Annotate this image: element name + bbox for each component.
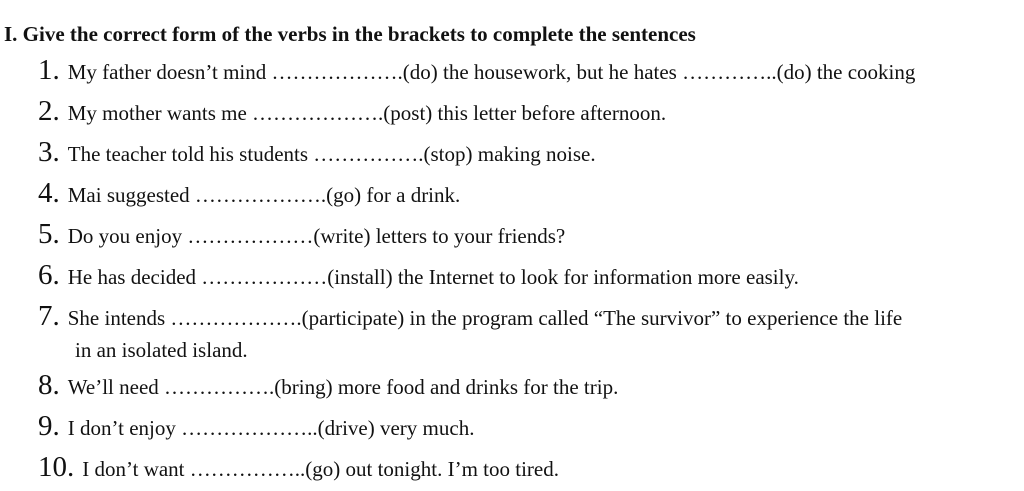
item-number: 3. xyxy=(38,136,60,168)
exercise-item-2 xyxy=(38,95,666,128)
exercise-item-8 xyxy=(38,369,618,402)
item-sentence: We’ll need …………….(bring) more food and drinks for the trip. xyxy=(67,375,619,399)
item-sentence: He has decided ………………(install) the Internet to look for information more easily. xyxy=(67,265,799,289)
item-sentence: I don’t want ……………..(go) out tonight. I’m too tired. xyxy=(82,457,559,481)
item-number: 2. xyxy=(38,95,60,127)
item-7-continuation: in an isolated island. xyxy=(75,338,248,362)
exercise-item-5 xyxy=(38,218,565,251)
exercise-item-7 xyxy=(38,300,902,333)
exercise-item-1 xyxy=(38,54,915,87)
item-number: 10. xyxy=(38,451,75,483)
item-sentence: My father doesn’t mind ……………….(do) the housework, but he hates …………..(do) the cooking xyxy=(67,60,916,84)
exercise-item-10 xyxy=(38,451,559,484)
exercise-item-3 xyxy=(38,136,596,169)
item-number: 5. xyxy=(38,218,60,250)
item-number: 8. xyxy=(38,369,60,401)
item-sentence: The teacher told his students …………….(stop) making noise. xyxy=(67,142,596,166)
exercise-item-4 xyxy=(38,177,460,210)
exercise-item-6 xyxy=(38,259,799,292)
exercise-heading: I. Give the correct form of the verbs in the brackets to complete the sentences xyxy=(4,22,696,46)
item-number: 1. xyxy=(38,54,60,86)
item-number: 9. xyxy=(38,410,60,442)
item-sentence: I don’t enjoy ………………..(drive) very much. xyxy=(67,416,475,440)
item-number: 6. xyxy=(38,259,60,291)
item-number: 4. xyxy=(38,177,60,209)
item-sentence: Do you enjoy ………………(write) letters to your friends? xyxy=(67,224,566,248)
item-sentence: My mother wants me ……………….(post) this letter before afternoon. xyxy=(67,101,667,125)
item-sentence: She intends ……………….(participate) in the program called “The survivor” to experience the life xyxy=(67,306,903,330)
item-sentence: Mai suggested ……………….(go) for a drink. xyxy=(67,183,461,207)
item-number: 7. xyxy=(38,300,60,332)
exercise-item-9 xyxy=(38,410,474,443)
